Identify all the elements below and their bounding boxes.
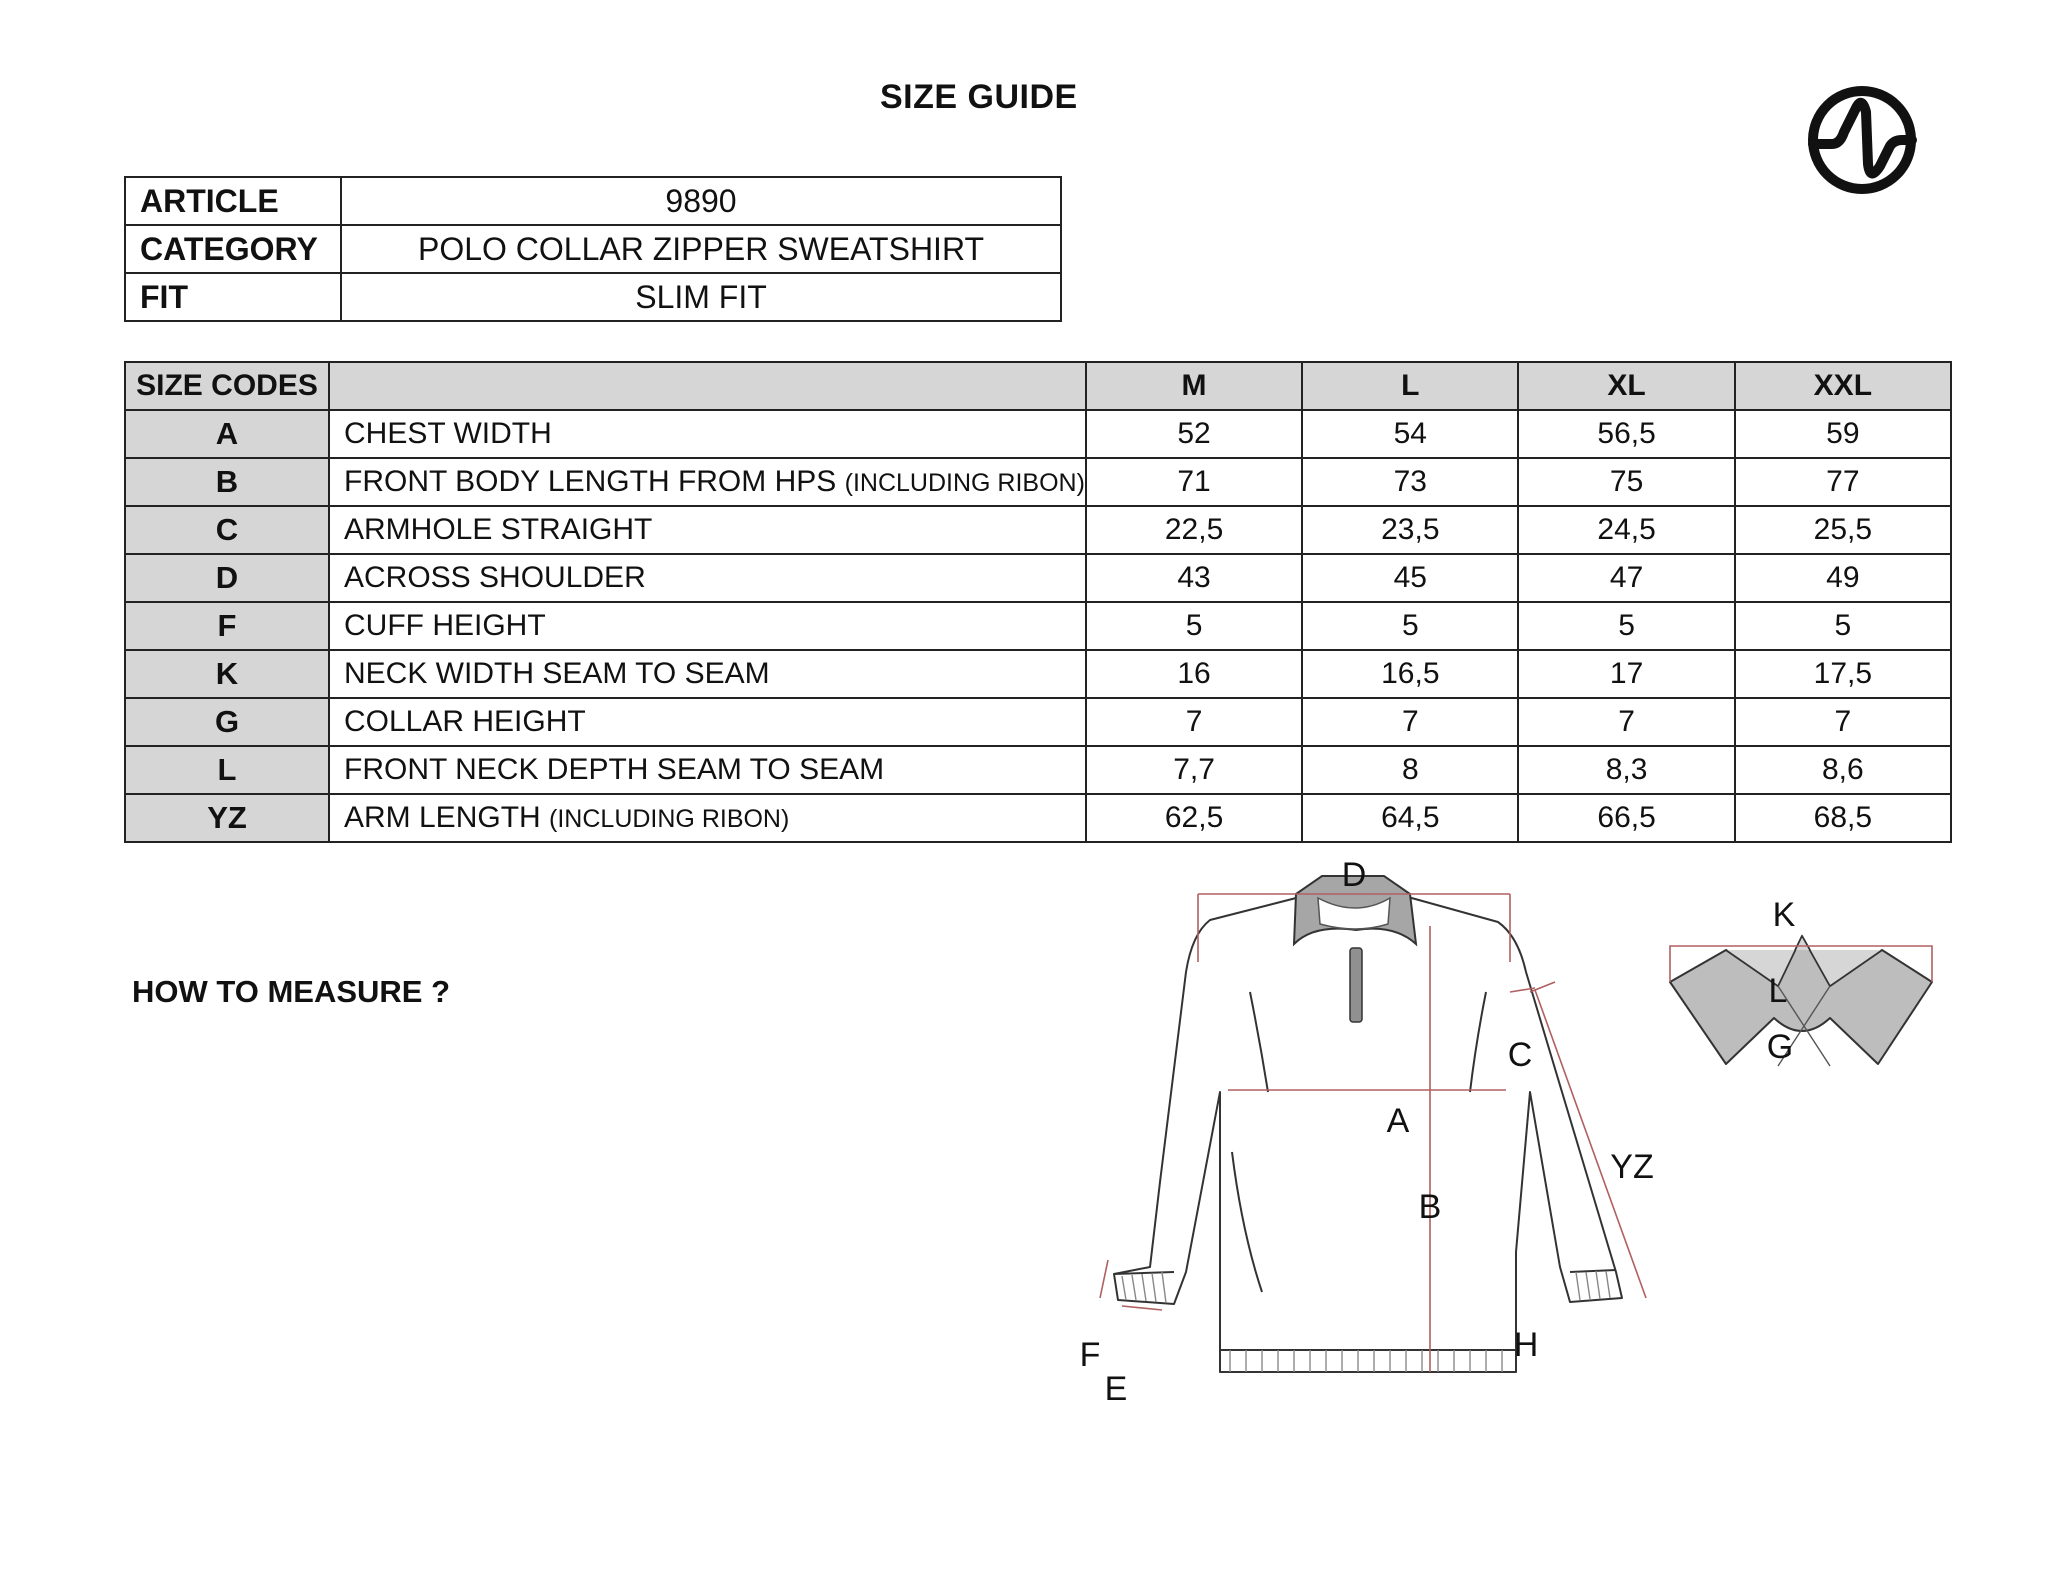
measurement-label: COLLAR HEIGHT xyxy=(344,705,586,738)
measurement-value: 17,5 xyxy=(1735,650,1951,698)
measurement-name xyxy=(329,458,1086,506)
brand-logo xyxy=(1806,84,1918,196)
how-to-measure-heading: HOW TO MEASURE ? xyxy=(132,974,451,1009)
measurement-name xyxy=(329,794,1086,842)
measurement-value: 7,7 xyxy=(1086,746,1302,794)
size-code: K xyxy=(125,650,329,698)
info-label: CATEGORY xyxy=(125,225,341,273)
measurement-value: 5 xyxy=(1735,602,1951,650)
measurement-value: 16,5 xyxy=(1302,650,1518,698)
label-f: F xyxy=(1079,1336,1101,1374)
measurement-label: CUFF HEIGHT xyxy=(344,609,546,642)
measurement-value: 24,5 xyxy=(1518,506,1734,554)
size-code: B xyxy=(125,458,329,506)
label-k: K xyxy=(1772,896,1796,934)
measurement-note: (INCLUDING RIBON) xyxy=(549,805,790,833)
measurement-label: FRONT NECK DEPTH SEAM TO SEAM xyxy=(344,753,885,786)
measurement-value: 71 xyxy=(1086,458,1302,506)
size-code: YZ xyxy=(125,794,329,842)
label-c: C xyxy=(1507,1036,1533,1074)
label-yz: YZ xyxy=(1610,1148,1654,1186)
page-title: SIZE GUIDE xyxy=(880,78,1078,116)
measurement-value: 43 xyxy=(1086,554,1302,602)
measurement-value: 59 xyxy=(1735,410,1951,458)
measurement-value: 75 xyxy=(1518,458,1734,506)
measurement-name xyxy=(329,410,1086,458)
size-row xyxy=(125,458,1951,506)
measurement-label: CHEST WIDTH xyxy=(344,417,552,450)
info-label: FIT xyxy=(125,273,341,321)
label-a: A xyxy=(1386,1102,1410,1140)
measurement-value: 5 xyxy=(1302,602,1518,650)
measurement-value: 8,3 xyxy=(1518,746,1734,794)
measurement-value: 49 xyxy=(1735,554,1951,602)
size-code: A xyxy=(125,410,329,458)
info-value: SLIM FIT xyxy=(341,273,1061,321)
measurement-value: 8 xyxy=(1302,746,1518,794)
measurement-name xyxy=(329,698,1086,746)
measurement-value: 5 xyxy=(1086,602,1302,650)
measurement-value: 66,5 xyxy=(1518,794,1734,842)
label-b: B xyxy=(1418,1188,1442,1226)
size-row xyxy=(125,410,1951,458)
measurement-label: ACROSS SHOULDER xyxy=(344,561,646,594)
measurement-value: 7 xyxy=(1086,698,1302,746)
measurement-label: FRONT BODY LENGTH FROM HPS xyxy=(344,465,837,498)
measurement-label: ARMHOLE STRAIGHT xyxy=(344,513,653,546)
measurement-note: (INCLUDING RIBON) xyxy=(844,469,1085,497)
measurement-value: 64,5 xyxy=(1302,794,1518,842)
info-row xyxy=(125,225,1061,273)
measurement-value: 45 xyxy=(1302,554,1518,602)
size-chart-table xyxy=(124,361,1952,843)
measurement-value: 62,5 xyxy=(1086,794,1302,842)
measurement-value: 77 xyxy=(1735,458,1951,506)
measurement-value: 52 xyxy=(1086,410,1302,458)
measurement-value: 7 xyxy=(1302,698,1518,746)
size-row xyxy=(125,506,1951,554)
measurement-header xyxy=(329,362,1086,410)
size-header: L xyxy=(1302,362,1518,410)
measurement-value: 25,5 xyxy=(1735,506,1951,554)
article-info-table xyxy=(124,176,1062,322)
measurement-value: 56,5 xyxy=(1518,410,1734,458)
size-code: G xyxy=(125,698,329,746)
measurement-value: 16 xyxy=(1086,650,1302,698)
size-code: D xyxy=(125,554,329,602)
measurement-label: NECK WIDTH SEAM TO SEAM xyxy=(344,657,770,690)
size-row xyxy=(125,650,1951,698)
measurement-value: 8,6 xyxy=(1735,746,1951,794)
size-row xyxy=(125,602,1951,650)
measurement-diagram xyxy=(1050,852,1970,1412)
measurement-label: ARM LENGTH xyxy=(344,801,541,834)
measurement-value: 7 xyxy=(1518,698,1734,746)
size-codes-header: SIZE CODES xyxy=(125,362,329,410)
measurement-name xyxy=(329,602,1086,650)
measurement-value: 73 xyxy=(1302,458,1518,506)
measurement-name xyxy=(329,506,1086,554)
measurement-value: 5 xyxy=(1518,602,1734,650)
measurement-name xyxy=(329,746,1086,794)
size-row xyxy=(125,554,1951,602)
measurement-value: 22,5 xyxy=(1086,506,1302,554)
size-code: F xyxy=(125,602,329,650)
info-row xyxy=(125,177,1061,225)
info-value: POLO COLLAR ZIPPER SWEATSHIRT xyxy=(341,225,1061,273)
size-row xyxy=(125,746,1951,794)
label-h: H xyxy=(1513,1326,1539,1364)
label-d: D xyxy=(1341,856,1367,894)
measurement-value: 7 xyxy=(1735,698,1951,746)
size-header: XL xyxy=(1518,362,1734,410)
measurement-value: 47 xyxy=(1518,554,1734,602)
measurement-name xyxy=(329,650,1086,698)
label-l: L xyxy=(1768,972,1788,1010)
measurement-name xyxy=(329,554,1086,602)
measurement-value: 23,5 xyxy=(1302,506,1518,554)
info-row xyxy=(125,273,1061,321)
size-header-row xyxy=(125,362,1951,410)
info-value: 9890 xyxy=(341,177,1061,225)
label-g: G xyxy=(1766,1028,1794,1066)
size-header: XXL xyxy=(1735,362,1951,410)
info-label: ARTICLE xyxy=(125,177,341,225)
size-code: L xyxy=(125,746,329,794)
size-header: M xyxy=(1086,362,1302,410)
size-code: C xyxy=(125,506,329,554)
measurement-value: 54 xyxy=(1302,410,1518,458)
size-row xyxy=(125,794,1951,842)
label-e: E xyxy=(1104,1370,1128,1408)
measurement-value: 17 xyxy=(1518,650,1734,698)
measurement-value: 68,5 xyxy=(1735,794,1951,842)
size-row xyxy=(125,698,1951,746)
